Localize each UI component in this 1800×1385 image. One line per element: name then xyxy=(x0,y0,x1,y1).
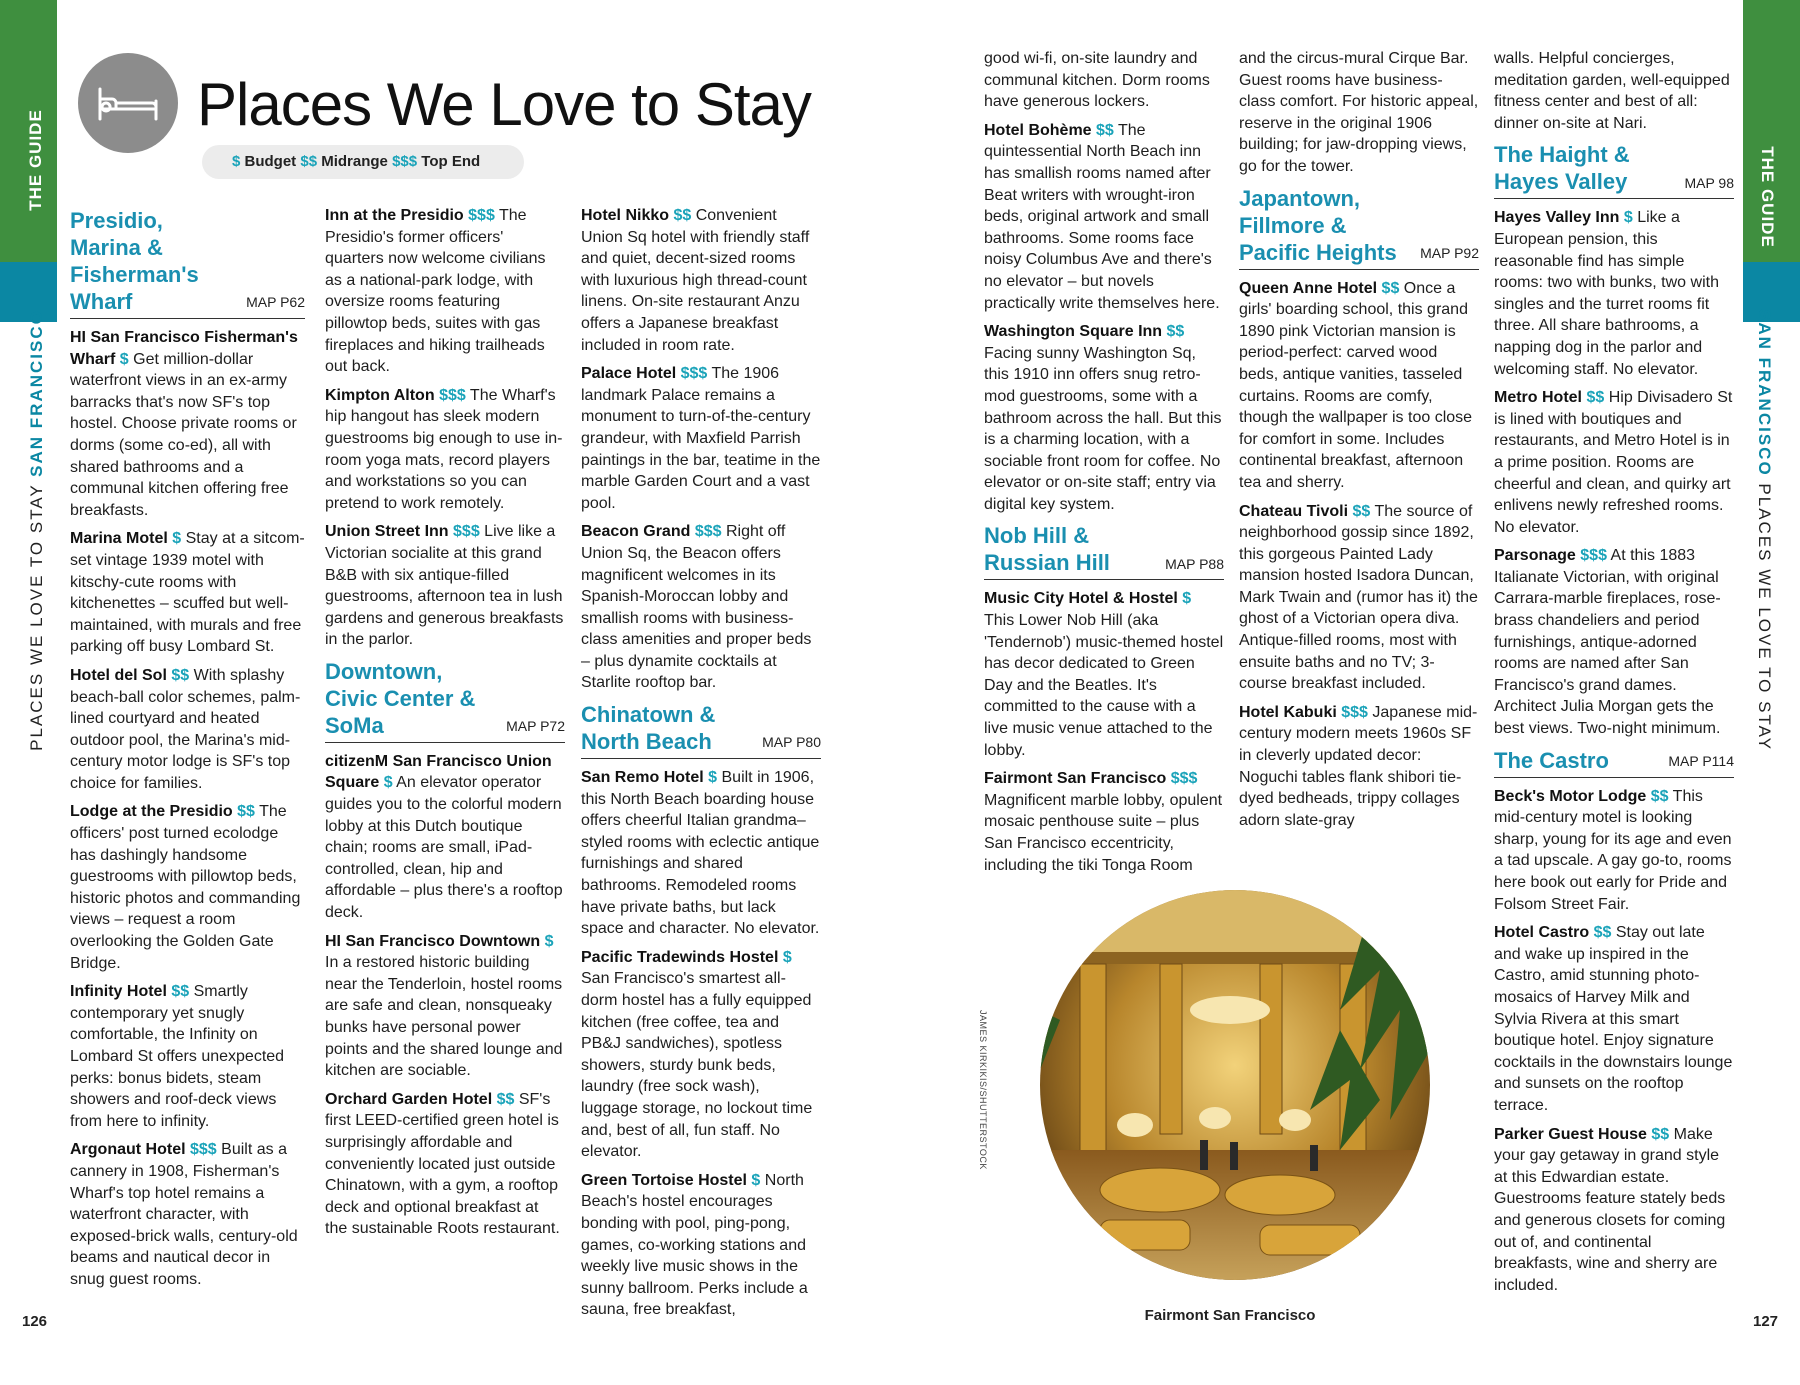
running-head-right xyxy=(1754,309,1774,751)
listing-entry xyxy=(1239,278,1479,494)
listing-name: Hotel Kabuki xyxy=(1239,703,1337,721)
listing-price: $ xyxy=(383,774,393,792)
listing-description: The 1906 landmark Palace remains a monument to turn-of-the-century grandeur, with Maxfield Parrish paintings in the bar, teatime in the marble Garden Court and a vast pool. xyxy=(581,365,821,512)
section-title: The Haight & Hayes Valley xyxy=(1494,142,1630,195)
listing-name: Fairmont San Francisco xyxy=(984,770,1167,788)
listing-description: Smartly contemporary yet snugly comfortable, the Infinity on Lombard St offers unexpected perks: bonus bidets, steam showers and roof-deck views from here to infinity. xyxy=(70,983,285,1130)
listing-entry xyxy=(1494,387,1734,538)
listing-entry xyxy=(70,327,305,521)
listing-entry xyxy=(325,1089,565,1240)
listing-price: $ xyxy=(544,932,554,950)
legend-label-midrange: Midrange xyxy=(321,153,388,170)
listing-price: $$ xyxy=(1586,389,1605,407)
listing-price: $$ xyxy=(1166,323,1185,341)
section-title: Presidio, Marina & Fisherman's Wharf xyxy=(70,208,199,314)
listing-description: An elevator operator guides you to the colorful modern lobby at this Dutch boutique chain; rooms are small, iPad-controlled, clean, hip and affordable – plus there's a rooftop deck. xyxy=(325,774,563,922)
listing-price: $ xyxy=(1182,590,1192,608)
listing-continued-text xyxy=(1239,48,1479,178)
listing-price: $$$ xyxy=(190,1141,217,1159)
guide-label-left: THE GUIDE xyxy=(26,109,45,211)
listing-entry xyxy=(1494,786,1734,916)
listing-name: Orchard Garden Hotel xyxy=(325,1090,493,1108)
listing-price: $ xyxy=(751,1171,761,1189)
listing-description: Once a girls' boarding school, this grand 1890 pink Victorian mansion is period-perfect: carved wood beds, antique vanities, tasseled curtains. Rooms are comfy, though the wallpaper is too close for comfort in some. Includes continental breakfast, afternoon tea and sherry. xyxy=(1239,279,1473,491)
listing-name: Green Tortoise Hostel xyxy=(581,1171,747,1189)
listing-description: Built as a cannery in 1908, Fisherman's Wharf's top hotel remains a waterfront character, with exposed-brick walls, century-old beams and nautical decor in snug guest rooms. xyxy=(70,1141,298,1288)
listing-description: At this 1883 Italianate Victorian, with original Carrara-marble fireplaces, rose-brass chandeliers and period furnishings, antique-adorned rooms are named after San Francisco's grand dames. Architect Julia Morgan gets the best views. Two-night minimum. xyxy=(1494,547,1721,738)
listing-description: Stay at a sitcom-set vintage 1939 motel with kitschy-cute rooms with kitchenettes – scuffed but well-maintained, with murals and free parking off busy Lombard St. xyxy=(70,530,305,656)
listing-name: Hotel del Sol xyxy=(70,666,167,684)
guide-label-right: THE GUIDE xyxy=(1758,146,1777,248)
listing-name: Marina Motel xyxy=(70,530,168,548)
map-reference: MAP P62 xyxy=(246,294,305,311)
listing-entry xyxy=(70,528,305,658)
map-reference: MAP P114 xyxy=(1668,753,1734,770)
listing-continued-text xyxy=(984,48,1224,113)
listing-description: This Lower Nob Hill (aka 'Tendernob') music-themed hostel has decor dedicated to Green Day and the Beatles. It's committed to the cause with a live music venue attached to the lobby. xyxy=(984,612,1224,759)
listing-price: $$ xyxy=(673,207,692,224)
listing-description: San Francisco's smartest all-dorm hostel has a fully equipped kitchen (free coffee, tea and PB&J sandwiches), spotless showers, sturdy bunk beds, laundry (free sock wash), luggage storage, no lockout time and, best of all, fun staff. No elevator. xyxy=(581,970,813,1161)
listing-name: Hotel Nikko xyxy=(581,207,670,224)
listing-entry xyxy=(984,588,1224,761)
listing-price: $$ xyxy=(496,1090,515,1108)
legend-price-top-end: $$$ xyxy=(392,153,418,170)
listing-name: HI San Francisco Fisherman's Wharf xyxy=(70,329,298,368)
listing-name: Metro Hotel xyxy=(1494,389,1582,407)
listing-description: Make your gay getaway in grand style at this Edwardian estate. Guestrooms feature stately beds and generous closets for coming out of, and continental breakfasts, wine and sherry are included. xyxy=(1494,1125,1726,1294)
listing-description: The officers' post turned ecolodge has dashingly handsome guestrooms with pillowtop beds, historic photos and commanding views – request a room overlooking the Golden Gate Bridge. xyxy=(70,803,301,972)
listing-description: The source of neighborhood gossip since 1892, this gorgeous Painted Lady mansion hosted Isadora Duncan, Mark Twain and (rumor has it) the ghost of a Victorian opera diva. Antique-filled rooms, most with ensuite baths and no TV; 3-course breakfast included. xyxy=(1239,502,1478,693)
listing-price: $$ xyxy=(237,803,255,821)
running-head-left xyxy=(27,309,47,751)
listing-name: Hayes Valley Inn xyxy=(1494,209,1620,227)
listing-name: Argonaut Hotel xyxy=(70,1141,186,1159)
listing-entry xyxy=(1494,922,1734,1116)
listing-name: Parsonage xyxy=(1494,547,1576,565)
photo-caption: Fairmont San Francisco xyxy=(1144,1307,1316,1324)
listing-entry xyxy=(70,981,305,1132)
listing-entry xyxy=(325,521,565,651)
listing-entry xyxy=(70,1139,305,1290)
listing-entry xyxy=(581,521,821,694)
running-head-left-section: PLACES WE LOVE TO STAY xyxy=(27,483,46,751)
section-title: Nob Hill & Russian Hill xyxy=(984,523,1110,576)
listing-description: SF's first LEED-certified green hotel is surprisingly affordable and conveniently located just outside Chinatown, with a gym, a rooftop deck and optional breakfast at the sustainable Roots restaurant. xyxy=(325,1090,560,1238)
text-column-3 xyxy=(581,205,821,1328)
listing-price: $$$ xyxy=(1580,547,1607,565)
listing-description: Get million-dollar waterfront views in an ex-army barracks that's now SF's top hostel. Choose private rooms or dorms (some co-ed), all with shared bathrooms and a communal kitchen offering free breakfasts. xyxy=(70,350,297,519)
listing-name: Hotel Castro xyxy=(1494,924,1590,942)
listing-price: $$$ xyxy=(439,386,466,404)
listing-name: Music City Hotel & Hostel xyxy=(984,590,1178,608)
legend-price-midrange: $$ xyxy=(300,153,318,170)
map-reference: MAP P80 xyxy=(762,734,821,751)
listing-price: $$$ xyxy=(468,207,495,224)
listing-price: $$$ xyxy=(453,523,480,541)
listing-price: $$ xyxy=(1096,121,1114,139)
listing-description: Magnificent marble lobby, opulent mosaic penthouse suite – plus San Francisco eccentricity, including the tiki Tonga Room xyxy=(984,791,1223,874)
listing-entry xyxy=(325,205,565,378)
listing-entry xyxy=(984,768,1224,876)
listing-entry xyxy=(581,767,821,940)
listing-price: $$ xyxy=(1651,1125,1670,1143)
listing-description: and the circus-mural Cirque Bar. Guest rooms have business-class comfort. For historic appeal, reserve in the original 1906 building; for jaw-dropping views, go for the tower. xyxy=(1239,50,1479,175)
section-heading xyxy=(581,701,821,759)
listing-description: Japanese mid-century modern meets 1960s SF in cleverly updated decor: Noguchi tables flank shibori tie-dyed bedheads, trippy collages adorn slate-gray xyxy=(1239,703,1478,829)
listing-price: $$ xyxy=(171,983,190,1001)
map-reference: MAP 98 xyxy=(1684,174,1734,191)
listing-description: The Wharf's hip hangout has sleek modern guestrooms big enough to use in-room yoga mats, record players and workstations so you can pretend to work remotely. xyxy=(325,386,563,512)
listing-name: Hotel Bohème xyxy=(984,121,1092,139)
listing-name: Palace Hotel xyxy=(581,365,677,383)
listing-entry xyxy=(325,385,565,515)
section-heading xyxy=(984,522,1224,580)
hotel-lobby-photo xyxy=(1040,890,1430,1280)
listing-name: Lodge at the Presidio xyxy=(70,803,233,821)
listing-price: $$ xyxy=(171,666,190,684)
listing-name: Infinity Hotel xyxy=(70,983,167,1001)
running-head-right-city: SAN FRANCISCO xyxy=(1755,309,1774,477)
listing-description: Stay out late and wake up inspired in the Castro, amid stunning photo-mosaics of Harvey Milk and Sylvia Rivera at this smart boutique hotel. Enjoy signature cocktails in the downstairs lounge and sunsets on the rooftop terrace. xyxy=(1494,924,1733,1114)
text-column-2 xyxy=(325,205,565,1247)
photo-credit: JAMES KIRKIKIS/SHUTTERSTOCK xyxy=(978,1010,988,1170)
listing-entry xyxy=(70,665,305,795)
map-reference: MAP P92 xyxy=(1420,244,1479,261)
listing-description: Facing sunny Washington Sq, this 1910 inn offers snug retro-mod guestrooms, some with a bathroom across the hall. But this is a charming location, with a sociable front room for coffee. No elevator or on-site staff; entry via digital key system. xyxy=(984,344,1222,513)
listing-description: walls. Helpful concierges, meditation garden, well-equipped fitness center and best of all: dinner on-site at Nari. xyxy=(1494,50,1730,132)
section-title: Chinatown & North Beach xyxy=(581,702,716,755)
listing-name: San Remo Hotel xyxy=(581,769,704,787)
listing-name: Inn at the Presidio xyxy=(325,207,464,224)
listing-price: $ xyxy=(708,769,718,787)
text-column-5 xyxy=(1239,48,1479,838)
listing-entry xyxy=(581,947,821,1163)
listing-entry xyxy=(1239,702,1479,832)
legend-label-top-end: Top End xyxy=(421,153,481,170)
listing-description: good wi-fi, on-site laundry and communal kitchen. Dorm rooms have generous lockers. xyxy=(984,50,1210,111)
listing-entry xyxy=(1239,501,1479,695)
listing-description: The quintessential North Beach inn has smallish rooms named after Beat writers with wrought-iron beds, original artwork and small bathrooms. Some rooms face noisy Columbus Ave and there's no elevator – but novels practically write themselves here. xyxy=(984,121,1220,312)
legend-label-budget: Budget xyxy=(244,153,297,170)
listing-entry xyxy=(1494,545,1734,739)
listing-description: With splashy beach-ball color schemes, palm-lined courtyard and heated outdoor pool, the Marina's mid-century motor lodge is SF's top choice for families. xyxy=(70,666,301,792)
listing-entry xyxy=(581,1170,821,1321)
page-number-right: 127 xyxy=(1753,1313,1779,1330)
section-title: The Castro xyxy=(1494,747,1609,773)
listing-description: The Presidio's former officers' quarters now welcome civilians as a national-park lodge, with oversize rooms featuring pillowtop beds, suites with gas fireplaces and hiking trailheads out back. xyxy=(325,207,546,376)
listing-price: $$ xyxy=(1381,279,1400,297)
listing-price: $$$ xyxy=(1170,770,1198,788)
listing-entry xyxy=(581,205,821,356)
text-column-6 xyxy=(1494,48,1734,1303)
listing-description: Built in 1906, this North Beach boarding house offers cheerful Italian grandma–styled rooms with eclectic antique furnishings and shared bathrooms. Remodeled rooms have private baths, but lack space and character. No elevator. xyxy=(581,769,820,938)
listing-description: Hip Divisadero St is lined with boutiques and restaurants, and Metro Hotel is in a prime position. Rooms are cheerful and clean, and quirky art enlivens newly refreshed rooms. No elevator. xyxy=(1494,389,1733,536)
listing-price: $$ xyxy=(1352,502,1371,520)
listing-description: Convenient Union Sq hotel with friendly staff and quiet, decent-sized rooms with luxurious high thread-count linens. On-site restaurant Anzu offers a Japanese breakfast included in room rate. xyxy=(581,207,810,354)
bed-icon xyxy=(78,53,178,153)
text-column-1 xyxy=(70,205,305,1298)
running-head-left-city: SAN FRANCISCO xyxy=(27,309,46,477)
listing-name: Washington Square Inn xyxy=(984,323,1163,341)
listing-description: In a restored historic building near the Tenderloin, hostel rooms are safe and clean, nonsqueaky bunks have personal power points and the shared lounge and kitchen are sociable. xyxy=(325,954,563,1080)
listing-entry xyxy=(984,120,1224,314)
listing-price: $$ xyxy=(1650,787,1669,805)
listing-price: $$$ xyxy=(694,523,722,541)
listing-entry xyxy=(70,801,305,974)
section-heading xyxy=(1494,141,1734,199)
running-head-right-section: PLACES WE LOVE TO STAY xyxy=(1755,483,1774,751)
text-column-4 xyxy=(984,48,1224,883)
section-title: Downtown, Civic Center & SoMa xyxy=(325,658,476,738)
listing-price: $ xyxy=(119,350,129,368)
listing-price: $$$ xyxy=(680,365,708,383)
page-title: Places We Love to Stay xyxy=(197,71,811,138)
listing-description: North Beach's hostel encourages bonding with pool, ping-pong, games, co-working stations and weekly live music shows in the sunny ballroom. Perks include a sauna, free breakfast, xyxy=(581,1171,808,1319)
listing-price: $ xyxy=(782,948,792,966)
section-title: Japantown, Fillmore & Pacific Heights xyxy=(1239,185,1397,265)
section-heading xyxy=(70,207,305,319)
section-heading xyxy=(325,658,565,743)
section-heading xyxy=(1239,185,1479,270)
listing-name: HI San Francisco Downtown xyxy=(325,932,541,950)
map-reference: MAP P72 xyxy=(506,718,565,735)
listing-name: Parker Guest House xyxy=(1494,1125,1647,1143)
listing-description: This mid-century motel is looking sharp, young for its age and even a tad upscale. A gay go-to, rooms here book out early for Pride and Folsom Street Fair. xyxy=(1494,787,1732,913)
listing-continued-text xyxy=(1494,48,1734,134)
listing-description: Right off Union Sq, the Beacon offers magnificent welcomes in its Spanish-Moroccan lobby and smallish rooms with business-class amenities and proper beds – plus dynamite cocktails at Starlite rooftop bar. xyxy=(581,523,812,692)
listing-name: Beck's Motor Lodge xyxy=(1494,787,1647,805)
listing-name: Beacon Grand xyxy=(581,523,691,541)
listing-entry xyxy=(1494,1124,1734,1297)
listing-name: Queen Anne Hotel xyxy=(1239,279,1378,297)
listing-name: Chateau Tivoli xyxy=(1239,502,1349,520)
legend-price-budget: $ xyxy=(232,153,241,170)
map-reference: MAP P88 xyxy=(1165,555,1224,572)
listing-entry xyxy=(984,321,1224,515)
listing-description: Live like a Victorian socialite at this grand B&B with six antique-filled guestrooms, afternoon tea in lush gardens and generous breakfasts in the parlor. xyxy=(325,523,564,649)
listing-name: Pacific Tradewinds Hostel xyxy=(581,948,779,966)
listing-entry xyxy=(325,931,565,1082)
listing-price: $ xyxy=(172,530,182,548)
listing-name: Union Street Inn xyxy=(325,523,449,541)
listing-entry xyxy=(581,363,821,514)
listing-name: citizenM San Francisco Union Square xyxy=(325,752,552,792)
listing-name: Kimpton Alton xyxy=(325,386,435,404)
listing-description: Like a European pension, this reasonable find has simple rooms: two with bunks, two with singles and the turret rooms fit three. All share bathrooms, a napping dog in the parlor and welcoming staff. No elevator. xyxy=(1494,209,1719,378)
listing-price: $$$ xyxy=(1341,703,1368,721)
listing-entry xyxy=(1494,207,1734,380)
listing-entry xyxy=(325,751,565,924)
listing-price: $ xyxy=(1623,209,1633,227)
price-legend xyxy=(202,145,524,179)
page-number-left: 126 xyxy=(22,1313,48,1330)
listing-price: $$ xyxy=(1593,924,1612,942)
section-heading xyxy=(1494,747,1734,778)
